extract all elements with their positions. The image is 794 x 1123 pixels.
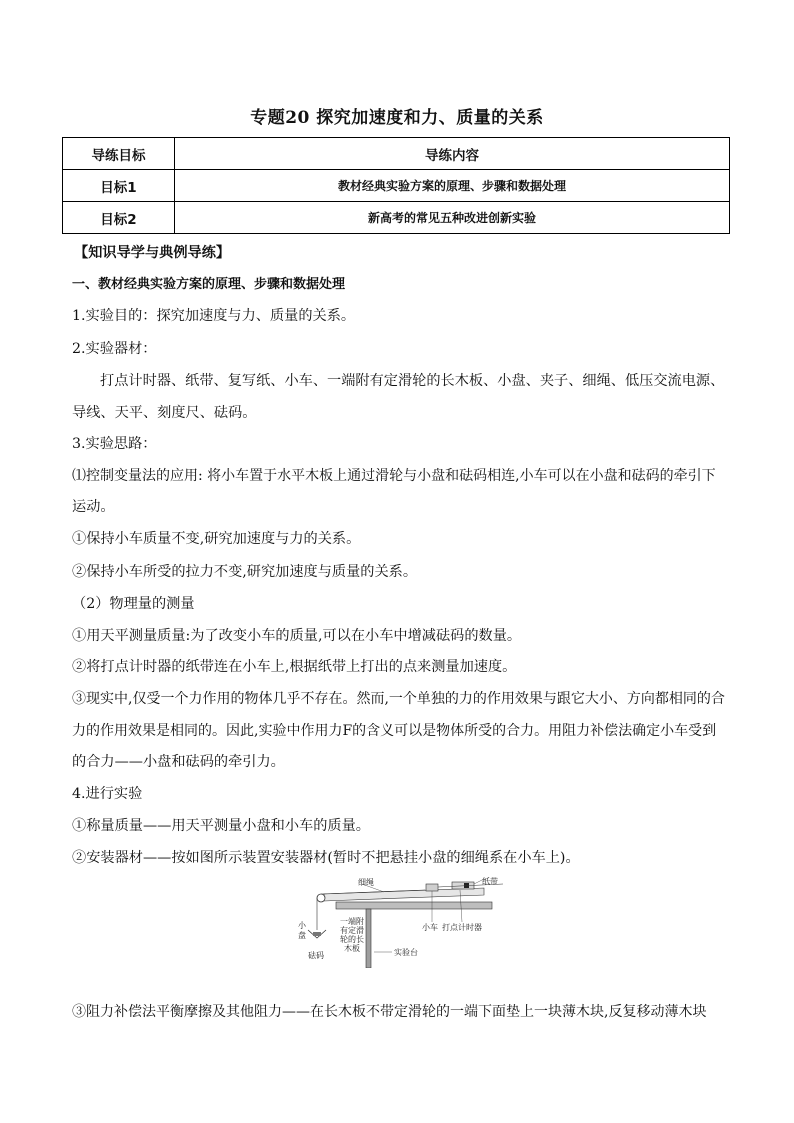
table-cell: 新高考的常见五种改进创新实验 [175, 202, 730, 234]
weights [313, 932, 321, 936]
label-tape: 纸带 [482, 877, 498, 886]
paragraph-line: 打点计时器、纸带、复写纸、小车、一端附有定滑轮的长木板、小盘、夹子、细绳、低压交流电源、 [100, 373, 725, 389]
lab-table-leg [366, 909, 371, 968]
svg-text:轮的长: 轮的长 [340, 935, 364, 944]
paragraph-line: ③阻力补偿法平衡摩擦及其他阻力——在长木板不带定滑轮的一端下面垫上一块薄木块,反复移动薄木块 [72, 1004, 707, 1020]
paragraph-line: ①称量质量——用天平测量小盘和小车的质量。 [72, 818, 370, 834]
paragraph-line: ①用天平测量质量:为了改变小车的质量,可以在小车中增减砝码的数量。 [72, 628, 522, 644]
label-pan-1: 小 [298, 921, 306, 930]
paragraph-line: 的合力——小盘和砝码的牵引力。 [72, 754, 285, 770]
experiment-apparatus-diagram [288, 876, 508, 968]
paragraph-line: 4.进行实验 [72, 786, 143, 802]
paragraph-line: 运动。 [72, 499, 115, 515]
paragraph-line: ①保持小车质量不变,研究加速度与力的关系。 [72, 531, 361, 547]
table-cell: 教材经典实验方案的原理、步骤和数据处理 [175, 170, 730, 202]
label-timer: 打点计时器 [442, 923, 482, 932]
paragraph-line: ②保持小车所受的拉力不变,研究加速度与质量的关系。 [72, 564, 418, 580]
table-header-row [63, 138, 730, 170]
paragraph-line: ②将打点计时器的纸带连在小车上,根据纸带上打出的点来测量加速度。 [72, 659, 517, 675]
paragraph-line: 力的作用效果是相同的。因此,实验中作用力F的含义可以是物体所受的合力。用阻力补偿法确定小车受到 [72, 723, 717, 739]
svg-text:有定滑: 有定滑 [340, 926, 364, 935]
label-cart: 小车 [422, 923, 438, 932]
label-pan-2: 盘 [298, 931, 306, 940]
paragraph-line: ②安装器材——按如图所示装置安装器材(暂时不把悬挂小盘的细绳系在小车上)。 [72, 850, 580, 866]
table-row [63, 170, 730, 202]
goals-table [62, 137, 730, 234]
paragraph-line: 3.实验思路： [72, 436, 157, 452]
table-cell: 目标1 [63, 170, 175, 202]
svg-text:木板: 木板 [344, 944, 360, 953]
table-header-cell: 导练目标 [63, 138, 175, 170]
paragraph-line: 导线、天平、刻度尺、砝码。 [72, 405, 257, 421]
paragraph-line: 1.实验目的：探究加速度与力、质量的关系。 [72, 308, 356, 324]
paragraph-line: ⑴控制变量法的应用: 将小车置于水平木板上通过滑轮与小盘和砝码相连,小车可以在小盘和砝码的牵引下 [72, 468, 716, 484]
paragraph-line: ③现实中,仅受一个力作用的物体几乎不存在。然而,一个单独的力的作用效果与跟它大小、方向都相同的合 [72, 691, 725, 707]
page-title: 专题20 探究加速度和力、质量的关系 [250, 108, 544, 128]
subsection-heading: 一、教材经典实验方案的原理、步骤和数据处理 [72, 277, 346, 292]
paragraph-line: （2）物理量的测量 [72, 596, 195, 612]
label-weights: 砝码 [308, 951, 324, 960]
label-table: 实验台 [394, 948, 418, 957]
timer [426, 884, 438, 891]
svg-text:一端附: 一端附 [340, 917, 364, 926]
table-row [63, 202, 730, 234]
paragraph-line: 2.实验器材： [72, 341, 157, 357]
table-cell: 目标2 [63, 202, 175, 234]
long-board [324, 888, 484, 901]
table-header-cell: 导练内容 [175, 138, 730, 170]
lab-table-top [336, 902, 492, 909]
pulley [317, 894, 325, 902]
label-rope: 细绳 [358, 878, 374, 887]
label-board [340, 916, 364, 953]
section-heading: 【知识导学与典例导练】 [74, 245, 231, 261]
